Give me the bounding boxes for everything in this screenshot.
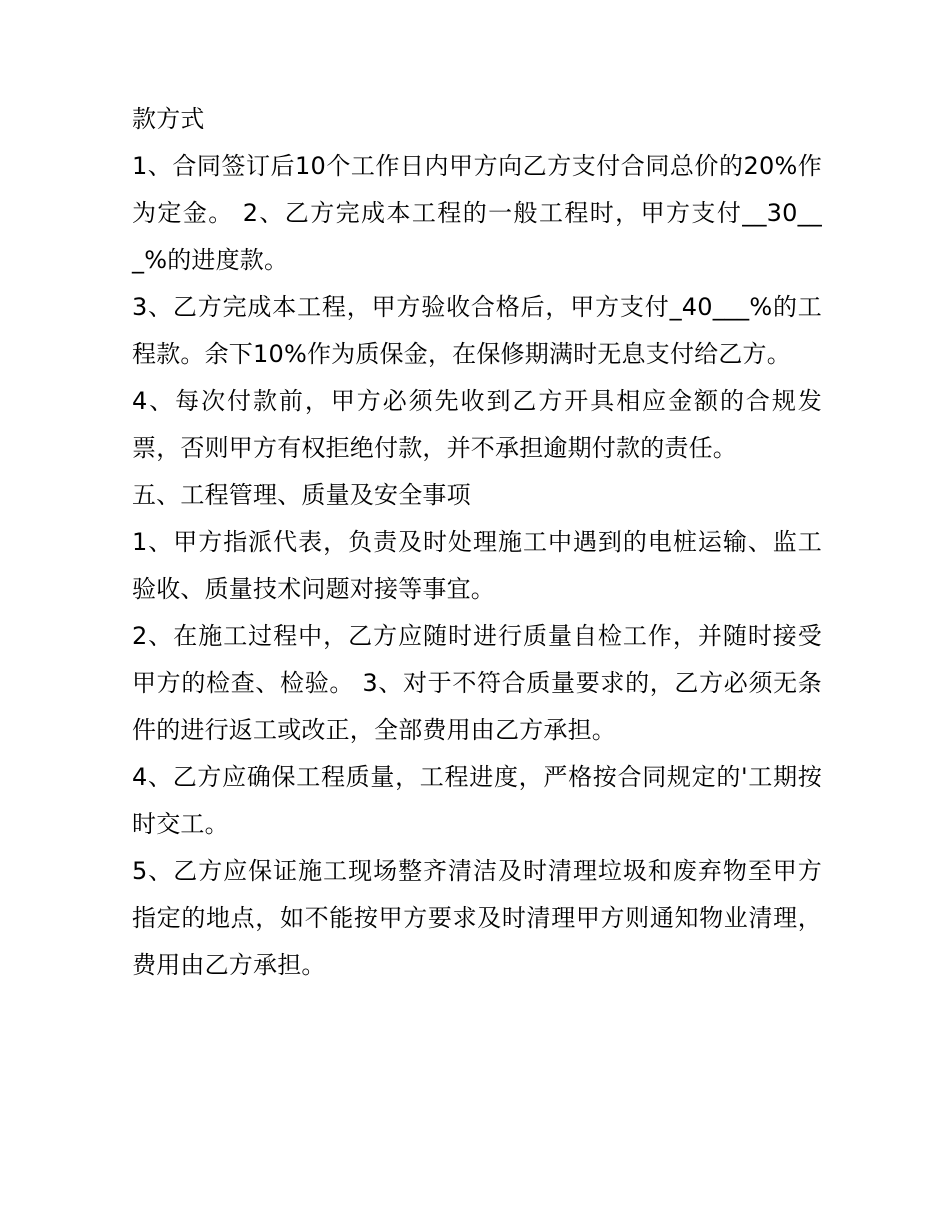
paragraph-5: 1、甲方指派代表，负责及时处理施工中遇到的电桩运输、监工验收、质量技术问题对接等事宜。 bbox=[132, 528, 822, 603]
paragraph-1: 款方式 bbox=[132, 105, 205, 133]
paragraph-7: 4、乙方应确保工程质量，工程进度，严格按合同规定的'工期按时交工。 bbox=[132, 763, 822, 838]
paragraph-8: 5、乙方应保证施工现场整齐清洁及时清理垃圾和废弃物至甲方指定的地点，如不能按甲方要求及时清理甲方则通知物业清理，费用由乙方承担。 bbox=[132, 857, 822, 979]
paragraph-6: 2、在施工过程中，乙方应随时进行质量自检工作，并随时接受甲方的检查、检验。 3、对于不符合质量要求的，乙方必须无条件的进行返工或改正，全部费用由乙方承担。 bbox=[132, 622, 822, 744]
paragraph-3: 3、乙方完成本工程，甲方验收合格后，甲方支付_40___%的工程款。余下10%作为质保金，在保修期满时无息支付给乙方。 bbox=[132, 293, 822, 368]
section-heading-five: 五、工程管理、质量及安全事项 bbox=[132, 481, 471, 509]
paragraph-4: 4、每次付款前，甲方必须先收到乙方开具相应金额的合规发票，否则甲方有权拒绝付款，并不承担逾期付款的责任。 bbox=[132, 387, 822, 462]
document-body bbox=[132, 96, 822, 989]
paragraph-2: 1、合同签订后10个工作日内甲方向乙方支付合同总价的20%作为定金。 2、乙方完成本工程的一般工程时，甲方支付__30___%的进度款。 bbox=[132, 152, 822, 274]
